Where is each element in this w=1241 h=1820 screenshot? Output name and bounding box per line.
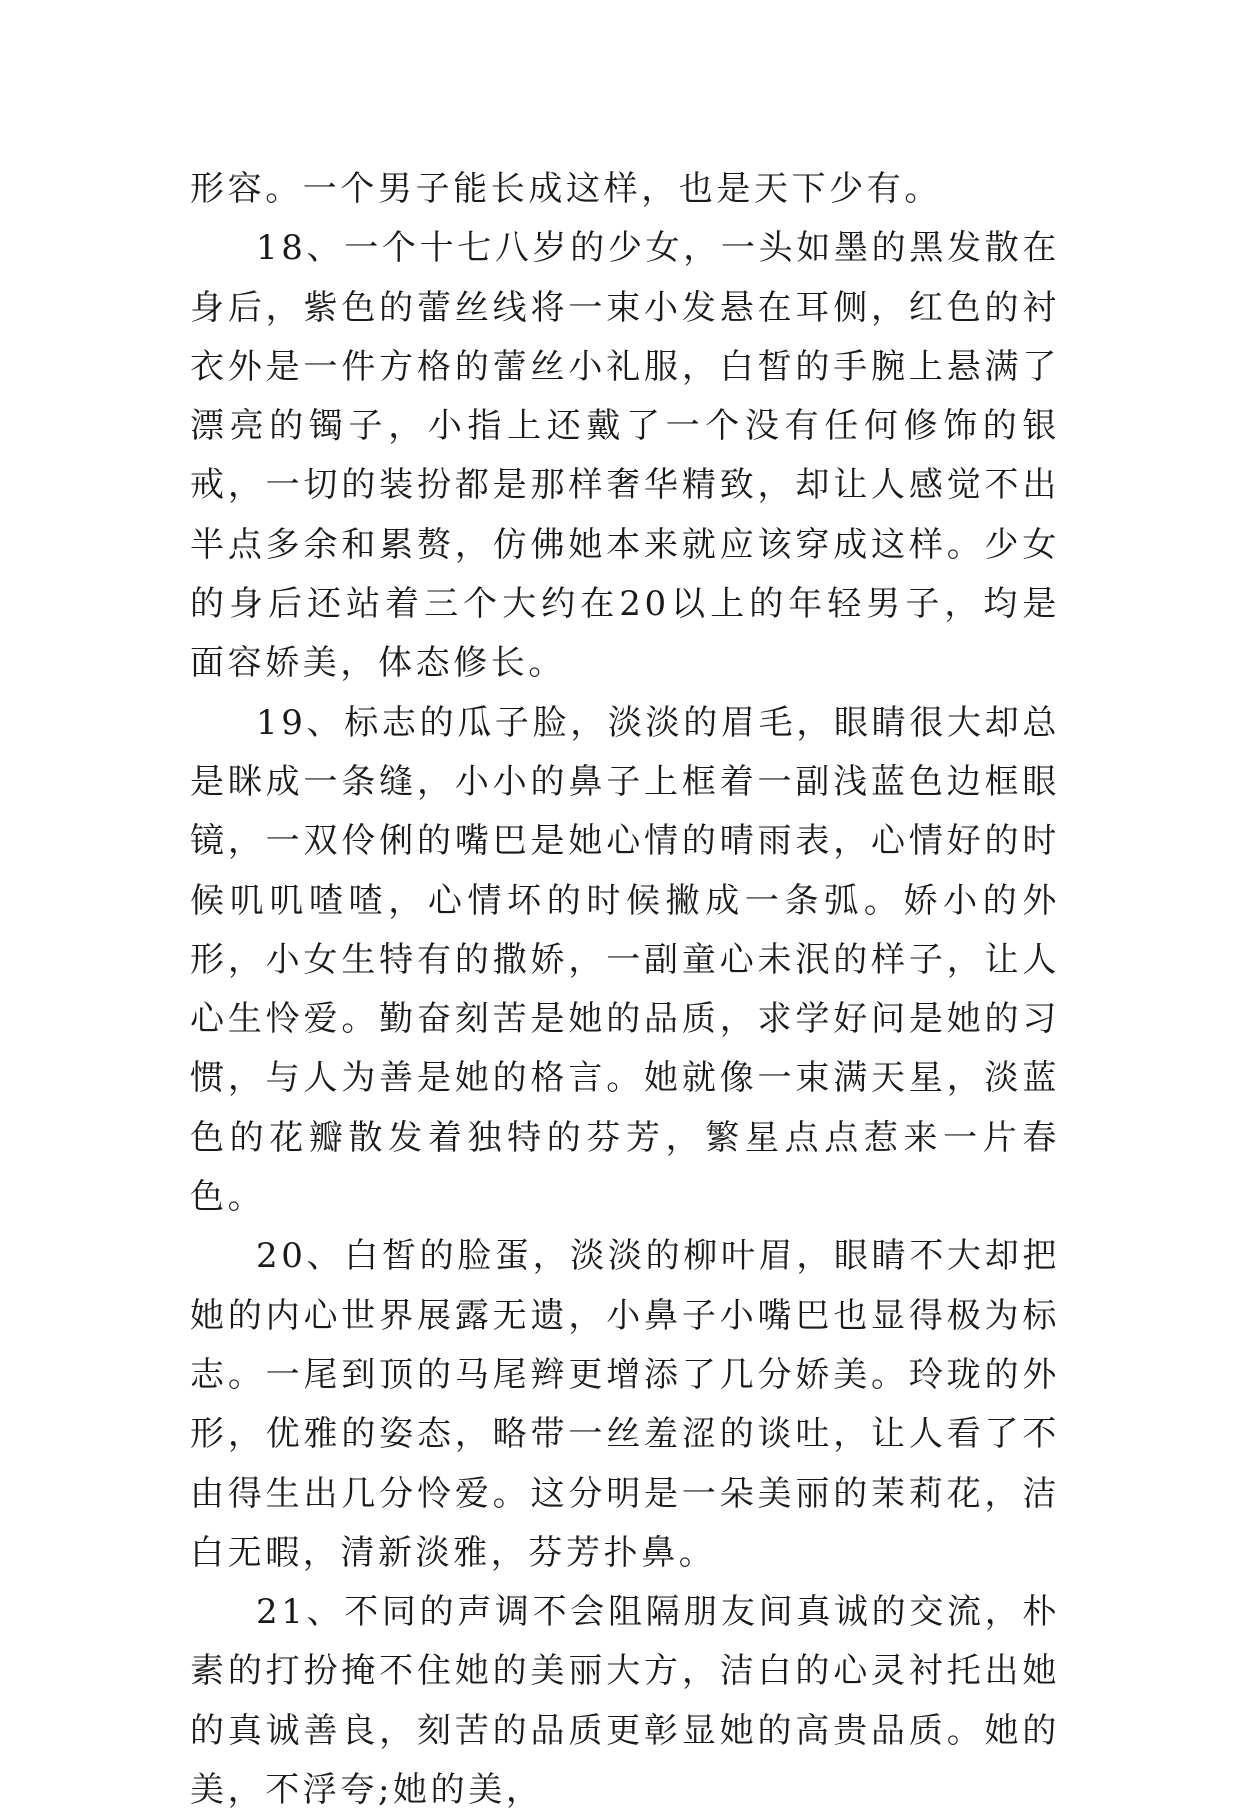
paragraph-21: 21、不同的声调不会阻隔朋友间真诚的交流，朴素的打扮掩不住她的美丽大方，洁白的心灵衬托出她的真诚善良，刻苦的品质更彰显她的高贵品质。她的美，不浮夸;她的美， [190,1592,1060,1811]
paragraph-20: 20、白皙的脸蛋，淡淡的柳叶眉，眼睛不大却把她的内心世界展露无遗，小鼻子小嘴巴也显得极为标志。一尾到顶的马尾辫更增添了几分娇美。玲珑的外形，优雅的姿态，略带一丝羞涩的谈吐，让人看了不由得生出几分怜爱。这分明是一朵美丽的茉莉花，洁白无暇，清新淡雅，芬芳扑鼻。 [190,1236,1060,1573]
paragraph-continuation: 形容。一个男子能长成这样，也是天下少有。 [190,169,942,209]
paragraph-19: 19、标志的瓜子脸，淡淡的眉毛，眼睛很大却总是眯成一条缝，小小的鼻子上框着一副浅蓝色边框眼镜，一双伶俐的嘴巴是她心情的晴雨表，心情好的时候叽叽喳喳，心情坏的时候撇成一条弧。娇小的外形，小女生特有的撒娇，一副童心未泯的样子，让人心生怜爱。勤奋刻苦是她的品质，求学好问是她的习惯，与人为善是她的格言。她就像一束满天星，淡蓝色的花瓣散发着独特的芬芳，繁星点点惹来一片春色。 [190,702,1060,1218]
body-text [190,160,1060,1820]
paragraph-18: 18、一个十七八岁的少女，一头如墨的黑发散在身后，紫色的蕾丝线将一束小发悬在耳侧，红色的衬衣外是一件方格的蕾丝小礼服，白皙的手腕上悬满了漂亮的镯子，小指上还戴了一个没有任何修饰的银戒，一切的装扮都是那样奢华精致，却让人感觉不出半点多余和累赘，仿佛她本来就应该穿成这样。少女的身后还站着三个大约在20以上的年轻男子，均是面容娇美，体态修长。 [190,228,1060,684]
